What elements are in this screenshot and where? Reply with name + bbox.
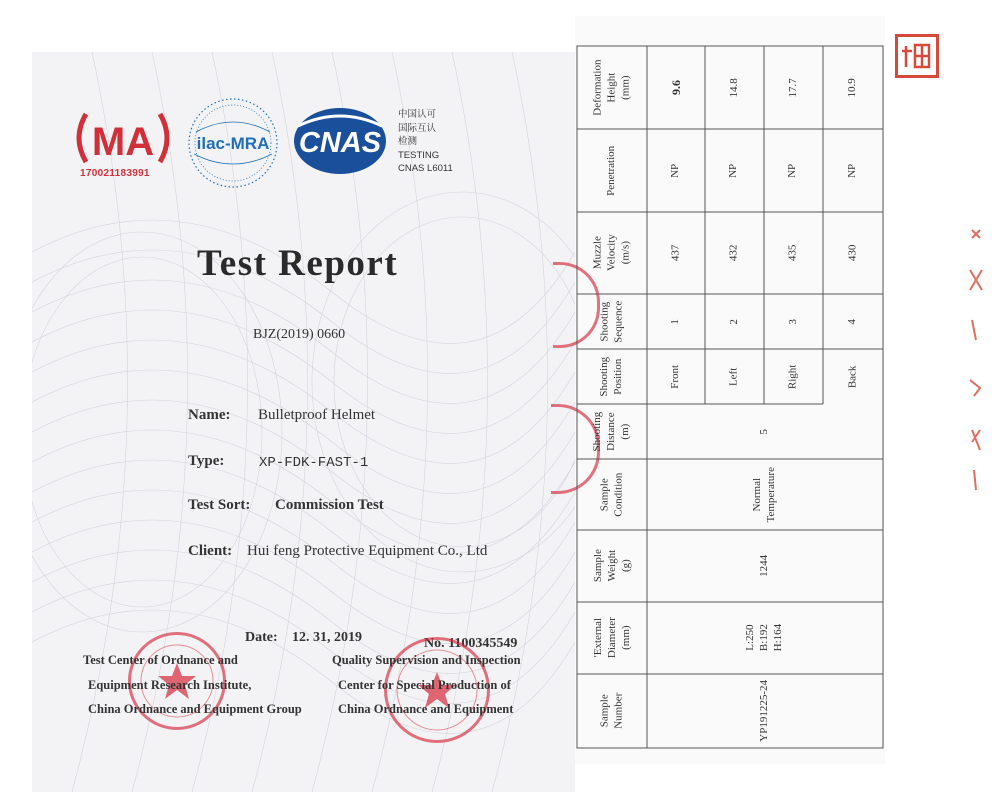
cnas-logo [290,106,390,176]
footer-right-line: Quality Supervision and Inspection [332,653,521,667]
test-sort-value: Commission Test [275,497,384,513]
report-title: Test Report [197,243,399,284]
cnas-line: 中国认可 [398,109,437,120]
cnas-line: CNAS L6011 [398,163,453,174]
svg-text:CNAS: CNAS [298,127,382,159]
footer-right-line: Center for Special Production of [338,678,511,692]
penetration-cell: NP [786,163,799,178]
sample-condition-value: Normal Temperature [751,466,777,523]
date-label: Date: [245,630,278,645]
cma-number: 170021183991 [80,168,150,179]
velocity-cell: 430 [846,244,859,262]
deformation-cell: 14.8 [727,77,740,98]
header-shooting-sequence: Shooting Sequence [598,300,624,343]
penetration-cell: NP [846,163,859,178]
sequence-cell: 1 [669,318,682,325]
cnas-line: 国际互认 [398,122,437,134]
svg-text:ilac-MRA: ilac-MRA [196,134,270,153]
footer-left-line: Test Center of Ordnance and [83,653,238,667]
cnas-line: TESTING [398,149,440,161]
position-cell: Back [846,365,859,388]
page-edge-seal-marks [962,220,986,500]
name-label: Name: [188,407,231,423]
external-diameter-value: L:250 B:192 H:164 [744,624,784,652]
sequence-cell: 4 [846,318,859,325]
deformation-cell: 17.7 [786,77,799,98]
position-cell: Front [669,364,682,389]
penetration-cell: NP [669,163,682,178]
seal-glyph-icon [898,37,936,75]
seal-mark-icon [895,34,939,78]
header-muzzle-velocity: Muzzle Velocity (m/s) [591,234,631,272]
footer-left-line: China Ordnance and Equipment Group [88,702,302,716]
deformation-cell: 9.6 [668,80,683,95]
footer-left-line: Equipment Research Institute, [88,678,252,692]
name-value: Bulletproof Helmet [258,407,376,423]
header-sample-condition: Sample Condition [598,472,624,517]
velocity-cell: 432 [727,244,740,262]
client-label: Client: [188,543,233,559]
shooting-distance-value: 5 [758,428,771,435]
type-value: XP-FDK-FAST-1 [259,455,369,471]
sample-weight-value: 1244 [758,555,771,577]
cnas-line: 检测 [398,136,418,147]
header-sample-weight: Sample Weight (g) [591,549,631,583]
svg-text:MA: MA [91,120,155,164]
header-external-diameter: 'External Diameter (mm) [591,617,631,659]
header-shooting-distance: Shooting Distance (m) [591,411,631,452]
cnas-accreditation-text [398,108,453,176]
ilac-mra-logo [182,92,284,194]
header-deformation-height: Deformation Height (mm) [591,59,631,116]
sample-number-value: YP191225-24 [758,680,771,742]
position-cell: Right [786,364,799,389]
header-shooting-position: Shooting Position [598,356,624,397]
sequence-cell: 3 [786,318,799,325]
header-penetration: Penetration [605,145,618,196]
position-cell: Left [727,367,740,386]
report-code: BJZ(2019) 0660 [253,327,346,342]
penetration-cell: NP [727,163,740,178]
header-sample-number: Sample Number [598,692,624,730]
velocity-cell: 437 [669,244,682,262]
test-sort-label: Test Sort: [188,497,251,513]
date-value: 12. 31, 2019 [292,630,362,645]
report-cover-page [32,52,575,792]
footer-right-line: China Ordnance and Equipment [338,702,514,716]
velocity-cell: 435 [786,244,799,262]
client-value: Hui feng Protective Equipment Co., Ltd [247,543,488,559]
report-number: No. 1100345549 [424,636,518,651]
sequence-cell: 2 [727,318,740,325]
type-label: Type: [188,453,225,469]
deformation-cell: 10.9 [846,77,859,98]
